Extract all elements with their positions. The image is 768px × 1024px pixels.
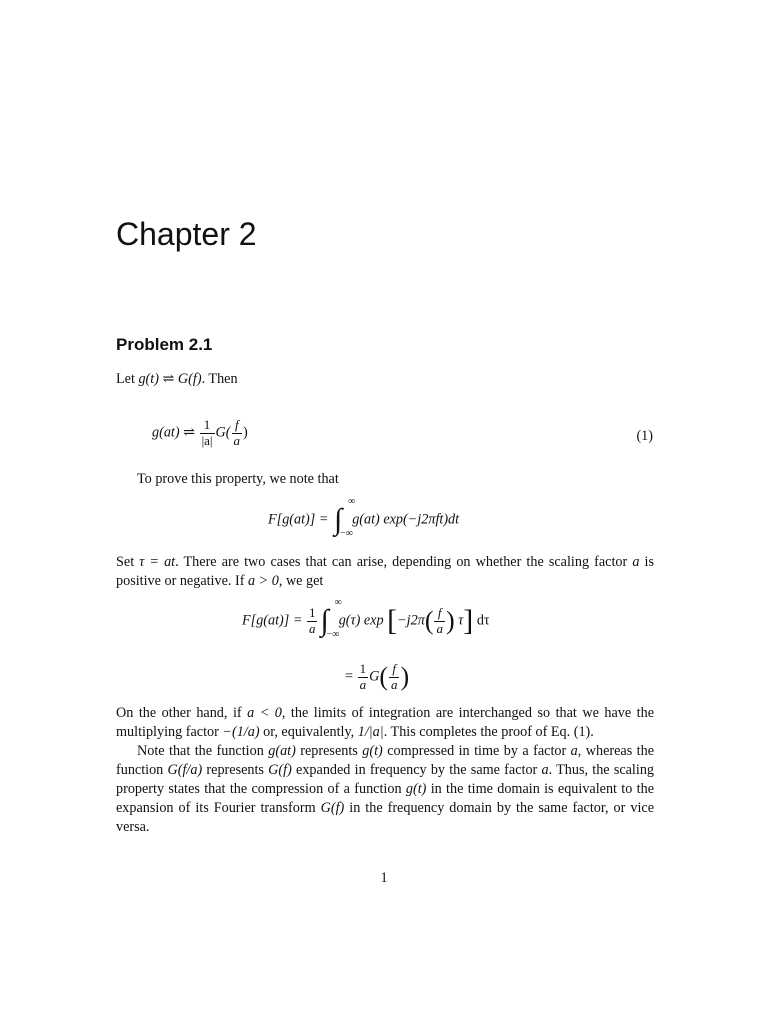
equation-3: F[g(at)] = $\frac{1}{a}$ ∫ ∞ −∞ g(τ) exp [−j2π( $\frac{f}{a}$ ) τ] dτ — [242, 597, 490, 641]
paragraph-scaling-note: Note that the function g(at) represents g(t) compressed in time by a factor a, whereas the function G(f/a) represents G(f) expanded in frequency by the same factor a. Thus, the scaling property states that the compression of a function g(t) in the time domain is equivalent to the expansion of its Fourier transform G(f) in the frequency domain by the same factor, or vice versa. — [116, 743, 655, 835]
integral-sign: ∫ ∞ −∞ — [333, 496, 356, 539]
paragraph-set-tau: Set τ = at. There are two cases that can arise, depending on whether the scaling factor a is positive or negative. If a > 0, we get — [116, 554, 654, 589]
equation-4: = $\frac{1}{a}$ G( $\frac{f}{a}$ ) — [345, 661, 410, 692]
integral-sign: ∫ ∞ −∞ — [320, 597, 342, 641]
chapter-title: Chapter 2 — [116, 216, 257, 252]
equation-2: F[g(at)] = ∫ ∞ −∞ g(at) exp(−j2πft)dt — [268, 496, 460, 539]
problem-title: Problem 2.1 — [116, 335, 213, 354]
equation-1: g(at) ⇌ $\frac{1}{|a|}$ G( $\frac{f}{a}$ ) — [152, 417, 248, 448]
equation-1-number: (1) — [636, 428, 653, 444]
paragraph-intro: Let g(t) ⇌ G(f). Then — [116, 371, 238, 387]
paragraph-prove: To prove this property, we note that — [137, 471, 339, 487]
page-number: 1 — [380, 870, 388, 886]
paragraph-other-hand: On the other hand, if a < 0, the limits of integration are interchanged so that we have the multiplying factor −(1/a) or, equivalently, 1/|a|. This completes the proof of Eq. (1). — [116, 705, 654, 740]
